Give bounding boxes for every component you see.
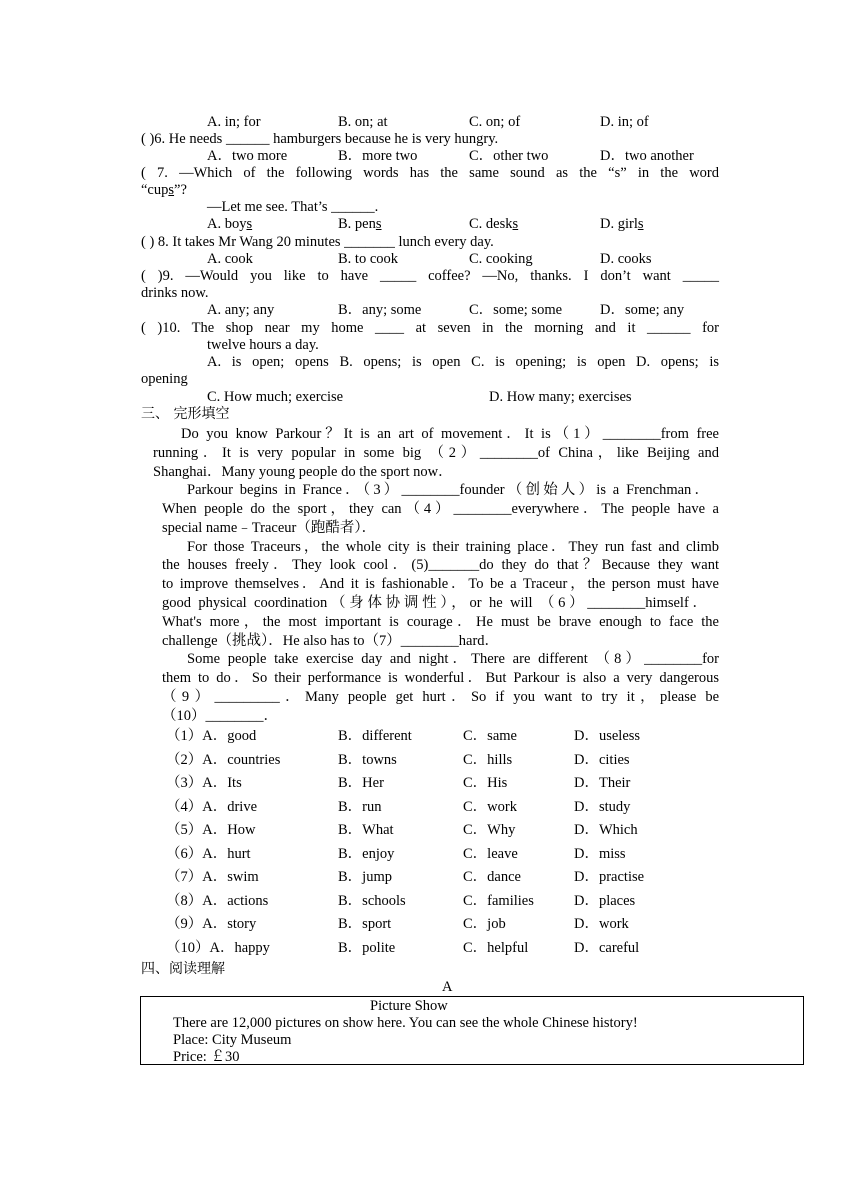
cloze-option-10-c: C．helpful: [463, 939, 529, 956]
question-10: ( )10. The shop near my home ____ at seven in the morning and it ______ for: [141, 320, 719, 336]
passage-line-10: good physical coordination（身体协调性），or he will （6）________himself．: [162, 595, 707, 611]
q6-option-d: D．two another: [600, 148, 694, 164]
q10-options: A. is open; opens B. opens; is open C. is opening; is open D. opens; is: [207, 354, 719, 370]
box-line-3: Price: ￡30: [173, 1049, 240, 1065]
extra-option-d: D. How many; exercises: [489, 389, 632, 405]
cloze-option-9-a: （9）A．story: [166, 916, 257, 932]
q5-option-b: B. on; at: [338, 114, 388, 130]
cloze-option-7-c: C．dance: [463, 869, 521, 885]
question-9-cont: drinks now.: [141, 285, 209, 301]
q7-option-c: C. desks: [469, 216, 519, 232]
cloze-option-6-a: （6）A．hurt: [166, 845, 251, 862]
passage-line-6: special name﹣Traceur（跑酷者）．: [162, 520, 377, 536]
cloze-option-10-b: B．polite: [338, 939, 396, 956]
q6-option-c: C．other two: [469, 148, 549, 164]
passage-line-8: the houses freely．They look cool．(5)_______do they do that？Because they want: [162, 557, 719, 573]
q9-option-d: D．some; any: [600, 302, 685, 318]
cloze-option-6-c: C．leave: [463, 845, 518, 862]
passage-line-2: running．It is very popular in some big （2）________of China，like Beijing and: [153, 445, 719, 461]
cloze-option-10-a: （10）A．happy: [166, 939, 270, 956]
cloze-option-6-d: D．miss: [574, 845, 626, 862]
passage-line-9: to improve themselves．And it is fashionable．To be a Traceur，the person must have: [162, 576, 719, 592]
cloze-option-5-c: C．Why: [463, 822, 516, 838]
q6-option-b: B．more two: [338, 148, 418, 164]
question-8: ( ) 8. It takes Mr Wang 20 minutes _______ lunch every day.: [141, 234, 494, 250]
passage-line-14: them to do．So their performance is wonderful．But Parkour is also a very dangerous: [162, 670, 719, 686]
q7-option-a: A. boys: [207, 216, 253, 232]
cloze-option-8-c: C．families: [463, 892, 534, 909]
cloze-option-2-d: D．cities: [574, 751, 630, 768]
cloze-option-3-b: B．Her: [338, 775, 384, 791]
cloze-option-1-a: （1）A．good: [166, 728, 257, 744]
reading-letter: A: [442, 979, 453, 995]
section-4-title: 四、阅读理解: [141, 961, 225, 977]
cloze-option-3-d: D．Their: [574, 775, 631, 791]
cloze-option-7-a: （7）A．swim: [166, 869, 259, 885]
cloze-option-5-b: B．What: [338, 822, 394, 838]
passage-line-7: For those Traceurs，the whole city is their training place．They run fast and climb: [187, 539, 719, 555]
box-line-2: Place: City Museum: [173, 1032, 292, 1048]
cloze-option-1-d: D．useless: [574, 728, 641, 744]
cloze-option-4-b: B．run: [338, 798, 382, 815]
cloze-option-4-c: C．work: [463, 798, 517, 815]
cloze-option-1-b: B．different: [338, 728, 412, 744]
q8-option-d: D. cooks: [600, 251, 652, 267]
cloze-option-1-c: C．same: [463, 728, 517, 744]
cloze-option-5-a: （5）A．How: [166, 822, 256, 838]
q5-option-d: D. in; of: [600, 114, 649, 130]
passage-line-15: （9）_________．Many people get hurt．So if you want to try it，please be: [162, 689, 719, 705]
cloze-option-3-a: （3）A．Its: [166, 775, 242, 791]
q8-option-c: C. cooking: [469, 251, 533, 267]
cloze-option-9-d: D．work: [574, 916, 629, 932]
passage-line-4: Parkour begins in France．（3）________founder（创始人）is a Frenchman．: [187, 482, 709, 498]
cloze-option-4-a: （4）A．drive: [166, 798, 258, 815]
question-6: ( )6. He needs ______ hamburgers because he is very hungry.: [141, 131, 499, 147]
passage-line-13: Some people take exercise day and night．There are different （8）________for: [187, 651, 719, 667]
q5-option-c: C. on; of: [469, 114, 521, 130]
cloze-option-4-d: D．study: [574, 798, 631, 815]
cloze-option-2-c: C．hills: [463, 751, 513, 768]
q8-option-a: A. cook: [207, 251, 253, 267]
cloze-option-5-d: D．Which: [574, 822, 638, 838]
passage-line-3: Shanghai．Many young people do the sport now．: [153, 464, 453, 480]
question-10-cont: twelve hours a day.: [207, 337, 319, 353]
cloze-option-8-d: D．places: [574, 892, 636, 909]
cloze-option-6-b: B．enjoy: [338, 845, 395, 862]
cloze-option-10-d: D．careful: [574, 939, 640, 956]
cloze-option-7-d: D．practise: [574, 869, 645, 885]
q9-option-b: B．any; some: [338, 302, 422, 318]
cloze-option-2-a: （2）A．countries: [166, 751, 281, 768]
q9-option-a: A. any; any: [207, 302, 275, 318]
q7-option-d: D. girls: [600, 216, 644, 232]
passage-line-12: challenge（挑战）．He also has to（7）________hard．: [162, 633, 500, 649]
q8-option-b: B. to cook: [338, 251, 399, 267]
question-7-reply: —Let me see. That’s ______.: [207, 199, 379, 215]
cloze-option-8-b: B．schools: [338, 892, 406, 909]
q7-option-b: B. pens: [338, 216, 382, 232]
section-3-title: 三、 完形填空: [141, 406, 230, 422]
box-line-1: There are 12,000 pictures on show here. You can see the whole Chinese history!: [173, 1015, 638, 1031]
cloze-option-7-b: B．jump: [338, 869, 392, 885]
passage-line-11: What's more，the most important is courage．He must be brave enough to face the: [162, 614, 719, 630]
cloze-option-3-c: C．His: [463, 775, 508, 791]
passage-line-16: （10）________．: [162, 708, 278, 724]
passage-line-5: When people do the sport，they can（4）________everywhere．The people have a: [162, 501, 719, 517]
passage-line-1: Do you know Parkour？It is an art of movement．It is（1）________from free: [181, 426, 719, 442]
extra-option-c: C. How much; exercise: [207, 389, 344, 405]
cloze-option-9-b: B．sport: [338, 916, 392, 932]
q6-option-a: A．two more: [207, 148, 288, 164]
question-9: ( )9. —Would you like to have _____ coffee? —No, thanks. I don’t want _____: [141, 268, 719, 284]
cloze-option-8-a: （8）A．actions: [166, 892, 269, 909]
q9-option-c: C．some; some: [469, 302, 563, 318]
q5-option-a: A. in; for: [207, 114, 261, 130]
question-7: ( 7. —Which of the following words has the same sound as the “s” in the word: [141, 165, 719, 181]
box-title: Picture Show: [370, 998, 448, 1014]
question-7-word: “cups”?: [141, 182, 187, 198]
cloze-option-9-c: C．job: [463, 916, 506, 932]
cloze-option-2-b: B．towns: [338, 751, 397, 768]
q10-options-wrap: opening: [141, 371, 188, 387]
